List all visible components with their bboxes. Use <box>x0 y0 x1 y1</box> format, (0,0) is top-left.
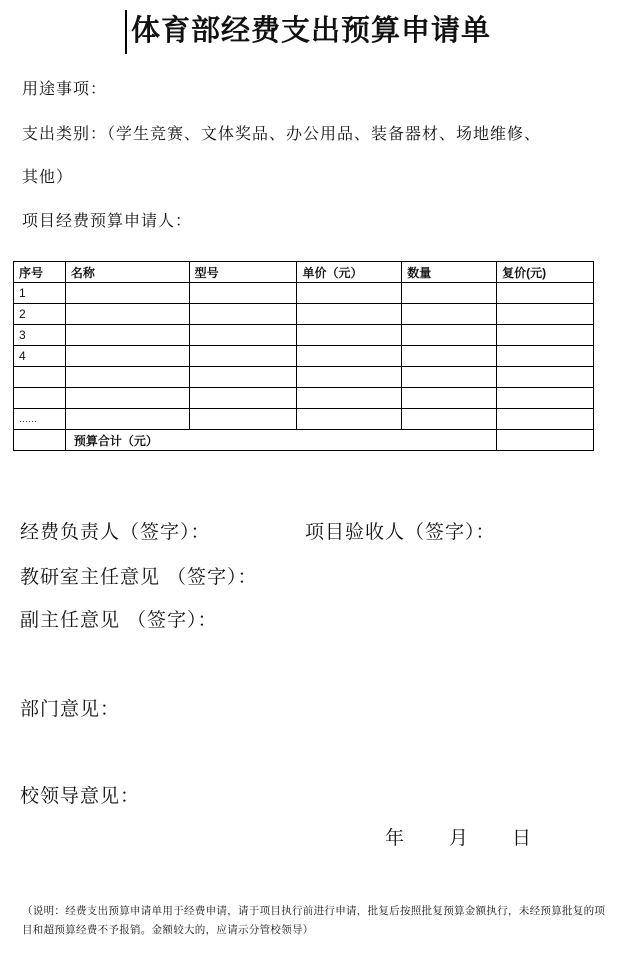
row-index-cell[interactable] <box>14 367 66 388</box>
unit-price-cell[interactable] <box>297 304 402 325</box>
acceptor-signature: 项目验收人（签字）： <box>305 521 496 543</box>
table-row <box>14 325 594 346</box>
table-row <box>14 388 594 409</box>
row-index-cell[interactable]: 3 <box>14 325 66 346</box>
quantity-cell[interactable] <box>402 388 497 409</box>
deputy-opinion-signature: 副主任意见 （签字）： <box>20 609 218 631</box>
header-cell-total-price: 复价(元) <box>497 262 594 283</box>
unit-price-cell[interactable] <box>297 409 402 430</box>
table-row <box>14 304 594 325</box>
table-row <box>14 283 594 304</box>
quantity-cell[interactable] <box>402 283 497 304</box>
finance-owner-signature: 经费负责人（签字）： <box>20 521 211 543</box>
unit-price-cell[interactable] <box>297 325 402 346</box>
row-index-cell[interactable]: 4 <box>14 346 66 367</box>
quantity-cell[interactable] <box>402 409 497 430</box>
name-cell[interactable] <box>65 346 189 367</box>
department-opinion: 部门意见： <box>20 698 121 720</box>
total-price-cell[interactable] <box>497 388 594 409</box>
model-cell[interactable] <box>189 304 297 325</box>
total-row <box>14 430 594 451</box>
purpose-field: 用途事项： <box>22 79 108 98</box>
budget-total-label: 预算合计（元） <box>65 430 496 451</box>
header-cell-unit-price: 单价（元） <box>297 262 402 283</box>
model-cell[interactable] <box>189 388 297 409</box>
row-index-cell[interactable] <box>14 388 66 409</box>
total-price-cell[interactable] <box>497 325 594 346</box>
budget-table <box>13 261 594 451</box>
row-index-cell[interactable]: 1 <box>14 283 66 304</box>
quantity-cell[interactable] <box>402 304 497 325</box>
name-cell[interactable] <box>65 283 189 304</box>
date-day: 日 <box>512 827 532 849</box>
applicant-field: 项目经费预算申请人： <box>22 211 193 230</box>
name-cell[interactable] <box>65 367 189 388</box>
total-price-cell[interactable] <box>497 367 594 388</box>
header-cell-name: 名称 <box>65 262 189 283</box>
header-cell-model: 型号 <box>189 262 297 283</box>
quantity-cell[interactable] <box>402 325 497 346</box>
table-row <box>14 409 594 430</box>
model-cell[interactable] <box>189 325 297 346</box>
category-line-1: 支出类别：（学生竞赛、文体奖品、办公用品、装备器材、场地维修、 <box>22 124 542 143</box>
quantity-cell[interactable] <box>402 346 497 367</box>
model-cell[interactable] <box>189 409 297 430</box>
total-row-index-cell <box>14 430 66 451</box>
header-cell-index: 序号 <box>14 262 66 283</box>
total-price-cell[interactable] <box>497 304 594 325</box>
table-header-row <box>14 262 594 283</box>
quantity-cell[interactable] <box>402 367 497 388</box>
table-row <box>14 367 594 388</box>
explanatory-note: （说明：经费支出预算申请单用于经费申请，请于项目执行前进行申请，批复后按照批复预算金额执行，未经预算批复的项目和超预算经费不予报销。金额较大的，应请示分管校领导） <box>22 905 606 936</box>
name-cell[interactable] <box>65 409 189 430</box>
form-title: 体育部经费支出预算申请单 <box>130 13 491 47</box>
unit-price-cell[interactable] <box>297 283 402 304</box>
name-cell[interactable] <box>65 388 189 409</box>
model-cell[interactable] <box>189 367 297 388</box>
model-cell[interactable] <box>189 346 297 367</box>
total-price-cell[interactable] <box>497 283 594 304</box>
header-cell-quantity: 数量 <box>402 262 497 283</box>
school-leader-opinion: 校领导意见： <box>20 785 141 807</box>
category-line-2: 其他） <box>22 167 74 186</box>
unit-price-cell[interactable] <box>297 388 402 409</box>
table-row <box>14 346 594 367</box>
date-year: 年 <box>385 827 405 849</box>
row-index-cell[interactable]: 2 <box>14 304 66 325</box>
name-cell[interactable] <box>65 304 189 325</box>
model-cell[interactable] <box>189 283 297 304</box>
total-price-cell[interactable] <box>497 409 594 430</box>
date-month: 月 <box>449 827 469 849</box>
budget-total-value-cell[interactable] <box>497 430 594 451</box>
director-opinion-signature: 教研室主任意见 （签字）： <box>20 566 258 588</box>
unit-price-cell[interactable] <box>297 346 402 367</box>
row-index-cell[interactable]: …… <box>14 409 66 430</box>
name-cell[interactable] <box>65 325 189 346</box>
unit-price-cell[interactable] <box>297 367 402 388</box>
total-price-cell[interactable] <box>497 346 594 367</box>
